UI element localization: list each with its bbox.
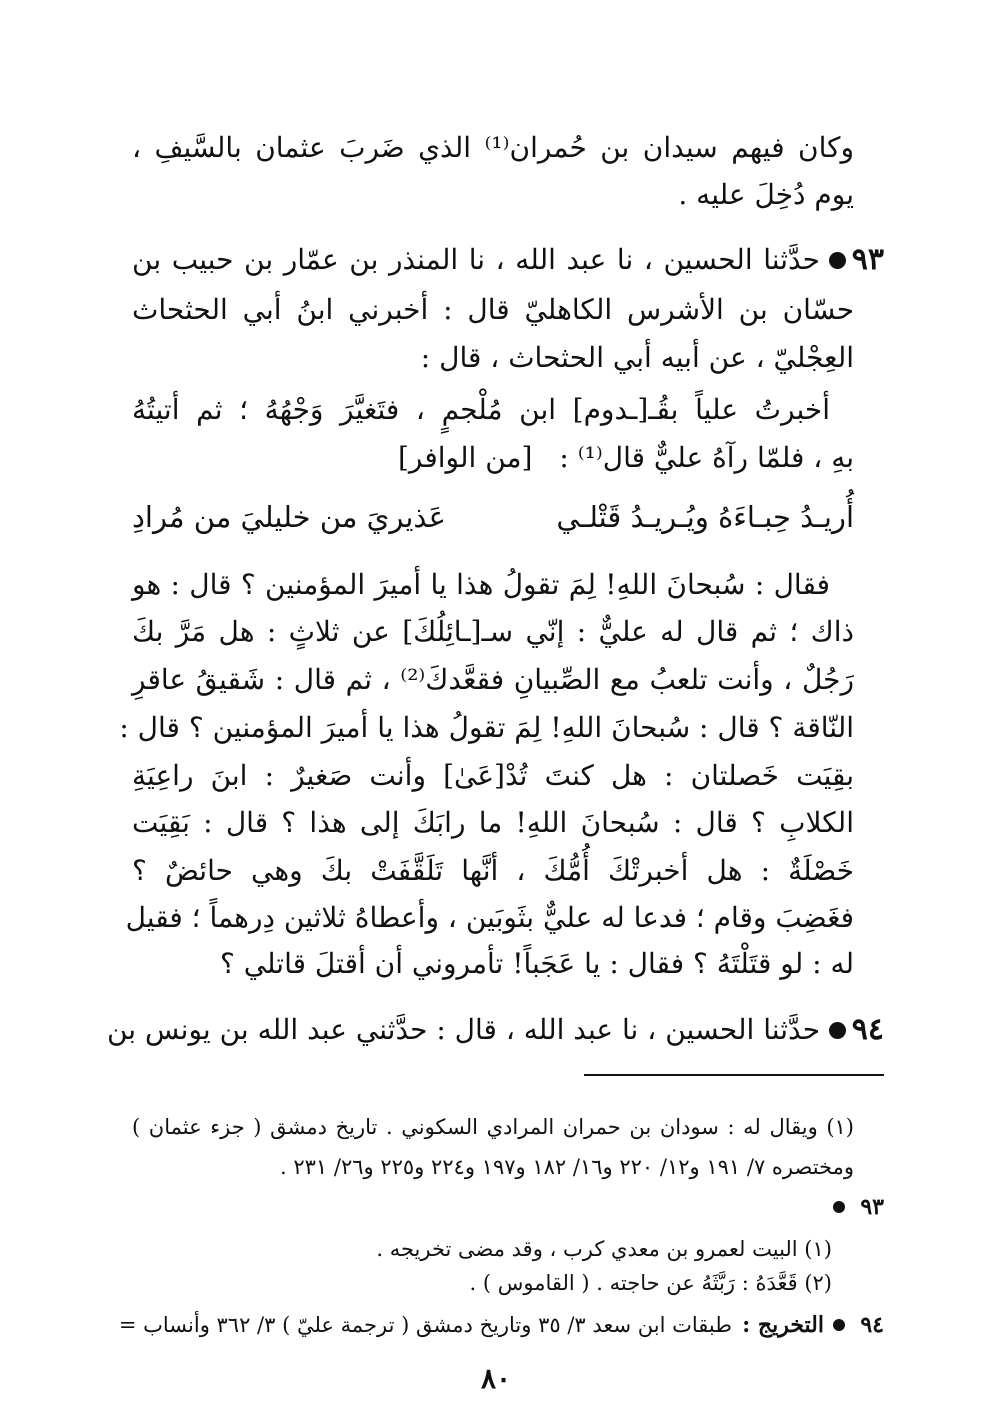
footnote-divider — [584, 1074, 884, 1076]
footnote-intro-1-line-2: ومختصره ٧/ ١٩١ و١٢/ ٢٢٠ و١٦/ ١٨٢ و١٩٧ و٢٢٤ و٢٢٥ و٢٦/ ٢٣١ . — [279, 1155, 854, 1179]
hadith-94-number: ٩٤ — [851, 1012, 884, 1047]
hadith-93-line-1: حدَّثنا الحسين ، نا عبد الله ، نا المنذر بن عمّار بن حبيب بن — [132, 243, 820, 276]
footnote-94-takhrij: طبقات ابن سعد ٣/ ٣٥ وتاريخ دمشق ( ترجمة عليّ ) ٣/ ٣٦٢ وأنساب = — [118, 1313, 732, 1337]
meter-label: [من الوافر] — [398, 441, 533, 474]
hadith-93-line-14: له : لو قتَلْتَهُ ؟ فقال : يا عَجَباً! تأمروني أن أقتلَ قاتلي ؟ — [219, 947, 854, 980]
verse-hemistich-left: عَذيريَ من خليليَ من مُرادِ — [132, 500, 446, 534]
footnote-93-2: (٢) قَعَّدَهُ : رَبَّثَهُ عن حاجته . ( القاموس ) . — [469, 1271, 832, 1295]
footnote-94-label: ٩٤ — [860, 1312, 884, 1338]
hadith-93-line-6: فقال : سُبحانَ اللهِ! لِمَ تقولُ هذا يا أميرَ المؤمنين ؟ قال : هو — [132, 568, 830, 601]
hadith-93-line-10: بقِيَت خَصلتان : هل كنتَ تُدْ[عَىٰ] وأنت صَغيرٌ : ابنَ راعِيَةِ — [132, 759, 854, 792]
hadith-93-line-7: ذاك ؛ ثم قال له عليٌّ : إنّي سـ[ـائِلُكَ] عن ثلاثٍ : هل مَرَّ بكَ — [132, 615, 854, 648]
hadith-93-line-5: بهِ ، فلمّا رآهُ عليٌّ قال⁽¹⁾ : — [559, 441, 854, 474]
intro-line-2: يوم دُخِلَ عليه . — [678, 178, 854, 211]
hadith-93-bullet-icon — [829, 252, 846, 269]
footnote-93-bullet-icon — [833, 1201, 845, 1213]
hadith-94-bullet-icon — [829, 1022, 846, 1039]
footnote-intro-1-line-1: (١) ويقال له : سودان بن حمران المرادي السكوني . تاريخ دمشق ( جزء عثمان ) — [132, 1115, 854, 1139]
intro-line-1: وكان فيهم سيدان بن حُمران⁽¹⁾ الذي ضَربَ عثمان بالسَّيفِ ، — [132, 131, 854, 164]
hadith-93-line-12: خَصْلَةٌ : هل أخبرتْكَ أُمُّكَ ، أنَّها تَلَقَّفَتْ بكَ وهي حائضٌ ؟ — [132, 854, 854, 887]
hadith-93-line-2: حسّان بن الأشرس الكاهليّ قال : أخبرني ابنُ أبي الحثحاث — [132, 293, 854, 326]
hadith-93-line-4: أخبرتُ علياً بقُـ[ـدوم] ابن مُلْجمٍ ، فتَغيَّرَ وَجْهُهُ ؛ ثم أتيتُهُ — [132, 393, 830, 426]
hadith-93-line-13: فغَضِبَ وقام ؛ فدعا له عليٌّ بثَوبَين ، وأعطاهُ ثلاثين دِرهماً ؛ فقيل — [125, 901, 854, 934]
hadith-93-line-3: العِجْليّ ، عن أبيه أبي الحثحاث ، قال : — [420, 341, 854, 374]
hadith-93-line-8: رَجُلٌ ، وأنت تلعبُ مع الصِّبيانِ فقعَّدكَ⁽²⁾ ، ثم قال : شَقيقُ عاقرِ — [132, 663, 854, 696]
footnote-93-1: (١) البيت لعمرو بن معدي كرب ، وقد مضى تخريجه . — [376, 1237, 832, 1261]
hadith-93-line-9: النّاقة ؟ قال : سُبحانَ اللهِ! لِمَ تقولُ هذا يا أميرَ المؤمنين ؟ قال : — [119, 711, 854, 744]
footnote-94-takhrij-heading: التخريج : — [742, 1312, 824, 1338]
footnote-93-label: ٩٣ — [860, 1194, 884, 1220]
verse-hemistich-right: أُريـدُ حِبـاءَهُ ويُـريـدُ قَتْلـي — [556, 500, 854, 534]
hadith-94-line-1: حدَّثنا الحسين ، نا عبد الله ، قال : حدَّثني عبد الله بن يونس بن — [106, 1013, 820, 1046]
footnote-94-bullet-icon — [833, 1319, 845, 1331]
hadith-93-number: ٩٣ — [851, 242, 884, 277]
page-number: ٨٠ — [480, 1362, 512, 1395]
hadith-93-line-11: الكلابِ ؟ قال : سُبحانَ اللهِ! ما رابَكَ إلى هذا ؟ قال : بَقِيَت — [132, 806, 854, 839]
